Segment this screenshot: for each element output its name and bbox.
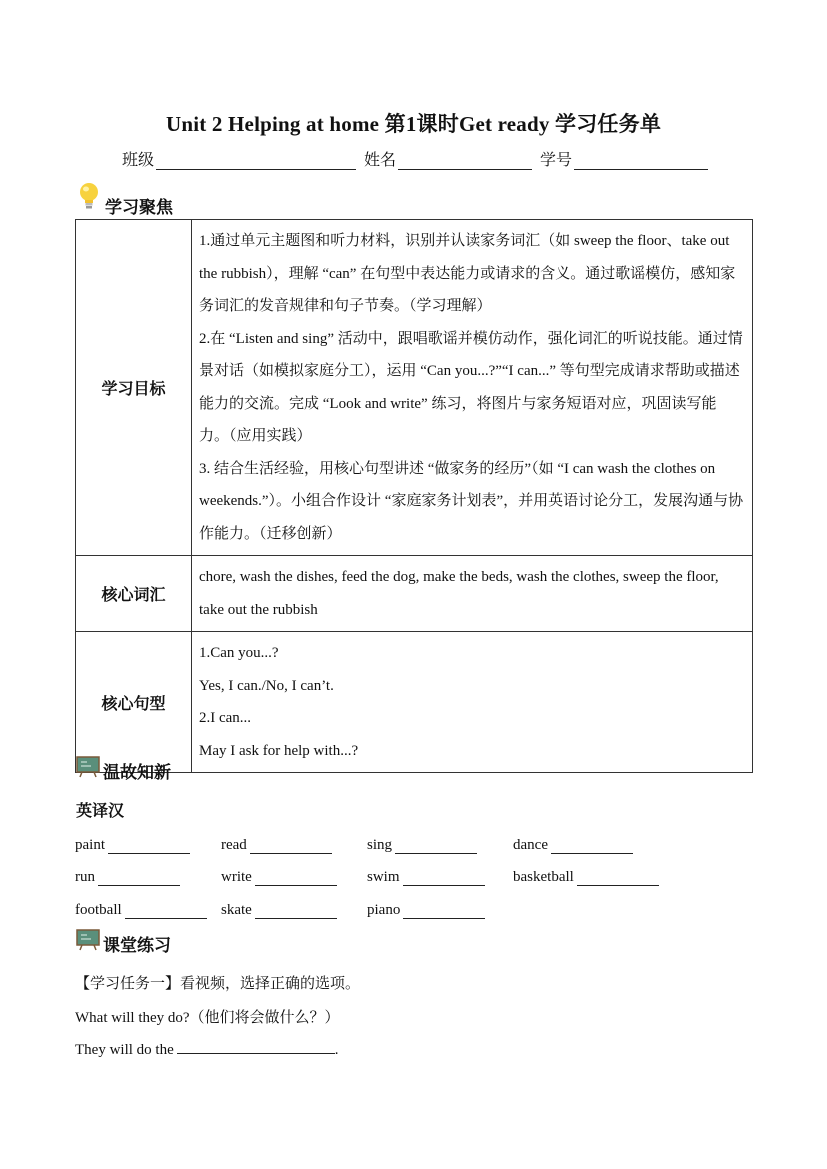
answer-blank[interactable] [108, 839, 190, 854]
objective-3: 3. 结合生活经验，用核心句型讲述 “做家务的经历”（如 “I can wash the clothes on weekends.”）。小组合作设计 “家庭家务计划表”，并用英语讨论分工，发展沟通与协作能力。（迁移创新） [199, 460, 744, 542]
word-item [367, 869, 513, 886]
review-subtitle: 英译汉 [76, 803, 125, 820]
answer-blank[interactable] [255, 904, 337, 919]
word-item [75, 869, 221, 886]
word-list [75, 829, 659, 927]
goals-table [75, 219, 753, 773]
answer-blank[interactable] [395, 839, 477, 854]
sentences-row [76, 632, 753, 773]
section-practice [76, 929, 171, 956]
section-focus [76, 181, 173, 218]
word-item [75, 902, 221, 919]
word: run [75, 869, 95, 886]
word: football [75, 901, 122, 918]
word: basketball [513, 869, 574, 886]
answer-blank[interactable] [98, 871, 180, 886]
section-practice-title: 课堂练习 [103, 936, 171, 955]
word-row [75, 829, 659, 862]
vocab-content: chore, wash the dishes, feed the dog, make the beds, wash the clothes, sweep the floor, take out the rubbish [192, 556, 753, 632]
class-field[interactable] [156, 151, 356, 170]
answer-blank[interactable] [125, 904, 207, 919]
blackboard-icon [76, 929, 100, 956]
name-field[interactable] [398, 151, 532, 170]
sentences-header: 核心句型 [76, 632, 192, 773]
answer-blank[interactable] [255, 871, 337, 886]
word-item [513, 837, 659, 854]
sentence-2: Yes, I can./No, I can’t. [199, 677, 334, 694]
objective-1: 1.通过单元主题图和听力材料，识别并认读家务词汇（如 sweep the floor、take out the rubbish），理解 “can” 在句型中表达能力或请求的含义。通过歌谣模仿，感知家务词汇的发音规律和句子节奏。（学习理解） [199, 233, 736, 314]
answer-blank[interactable] [577, 871, 659, 886]
word: paint [75, 836, 105, 853]
answer-blank[interactable] [177, 1039, 335, 1054]
section-review [76, 756, 171, 783]
id-label: 学号 [540, 152, 573, 169]
word-item [221, 902, 367, 919]
word: sing [367, 836, 393, 853]
word-item [513, 869, 659, 886]
sentences-content [192, 632, 753, 773]
name-label: 姓名 [364, 152, 397, 169]
task-1-question: What will they do?（他们将会做什么？） [75, 1010, 340, 1026]
class-label: 班级 [122, 152, 155, 169]
task-1-instruction: 【学习任务一】看视频，选择正确的选项。 [75, 976, 361, 992]
word-item [221, 869, 367, 886]
word: write [221, 869, 252, 886]
answer-blank[interactable] [403, 871, 485, 886]
word: piano [367, 901, 401, 918]
sentence-1: 1.Can you...? [199, 645, 279, 661]
sentence-3: 2.I can... [199, 710, 252, 726]
word: swim [367, 869, 400, 886]
word-row [75, 862, 659, 895]
objectives-row [76, 220, 753, 556]
section-review-title: 温故知新 [103, 763, 171, 782]
objective-2: 2.在 “Listen and sing” 活动中，跟唱歌谣并模仿动作，强化词汇的听说技能。通过情景对话（如模拟家庭分工），运用 “Can you...?”“I can...” 等句型完成请求帮助或描述能力的交流。完成 “Look and write” 练习，将图片与家务短语对应，巩固读写能力。（应用实践） [199, 330, 743, 444]
blackboard-icon [76, 756, 100, 783]
sentence-4: May I ask for help with...? [199, 742, 359, 759]
lightbulb-icon [76, 181, 102, 218]
word: skate [221, 901, 252, 918]
answer-blank[interactable] [250, 839, 332, 854]
word-item [367, 837, 513, 854]
section-focus-title: 学习聚焦 [105, 198, 173, 217]
word: read [221, 836, 247, 853]
objectives-header: 学习目标 [76, 220, 192, 556]
word-row [75, 894, 659, 927]
task-1-answer [75, 1039, 338, 1059]
id-field[interactable] [574, 151, 708, 170]
vocab-header: 核心词汇 [76, 556, 192, 632]
answer-suffix: . [334, 1042, 339, 1058]
answer-prefix: They will do the [75, 1042, 174, 1058]
vocab-row [76, 556, 753, 632]
word-item [75, 837, 221, 854]
word-item [367, 902, 513, 919]
page-title: Unit 2 Helping at home 第1课时Get ready 学习任务单 [165, 112, 662, 136]
word-item [221, 837, 367, 854]
student-info [122, 147, 708, 170]
objectives-content [192, 220, 753, 556]
answer-blank[interactable] [551, 839, 633, 854]
word: dance [513, 836, 548, 853]
answer-blank[interactable] [403, 904, 485, 919]
